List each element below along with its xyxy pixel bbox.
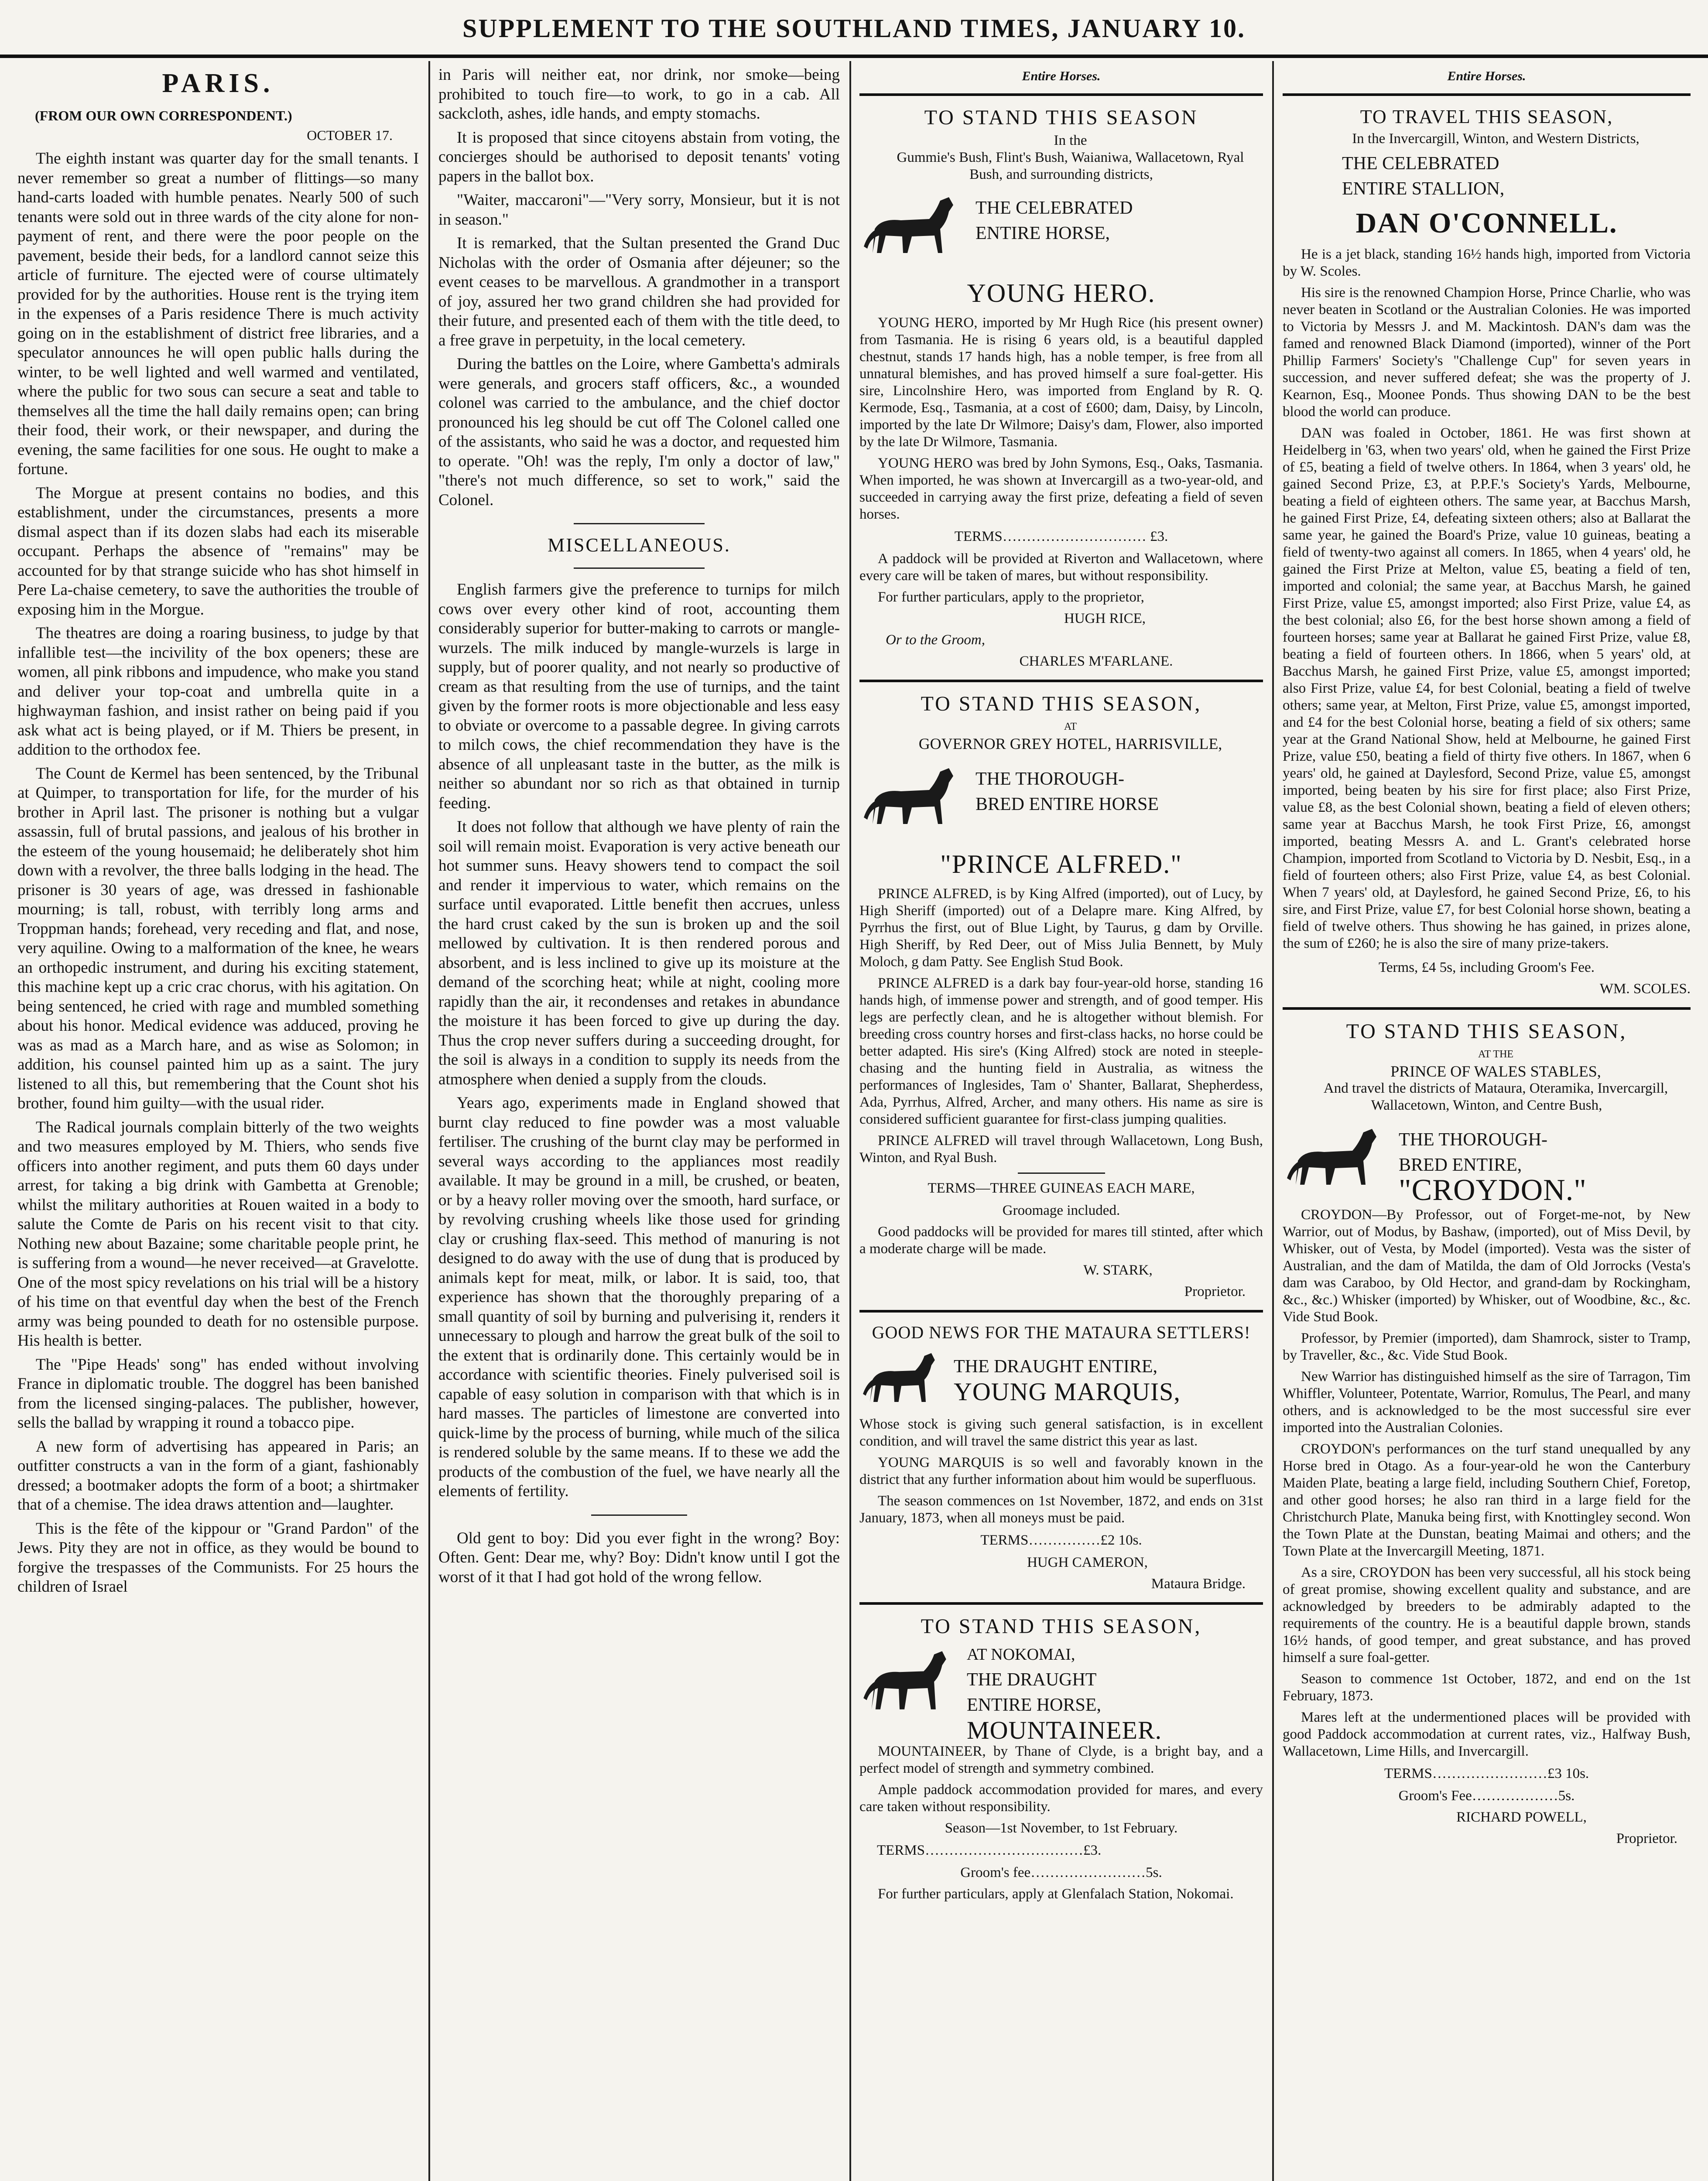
- byline: (FROM OUR OWN CORRESPONDENT.): [35, 108, 292, 123]
- divider: [574, 523, 705, 524]
- horse-illustration: [859, 1346, 947, 1416]
- column-advertisements: [859, 65, 1263, 2181]
- advert-terms: Terms, £4 5s, including Groom's Fee.: [1379, 960, 1595, 975]
- advert-prince-alfred: [859, 692, 1263, 1300]
- advert-croydon: [1283, 1019, 1691, 1847]
- advert-paragraph: DAN was foaled in October, 1861. He was first shown at Heidelberg in '63, when two years' old, when he gained the First Prize of £5, beating a field of twelve others. In 1864, when 3 years' old, he gained Second Prize, £3, at P.P.F.'s Society's Yards, Melbourne, beating a field of eighteen others. The same year, at Bacchus Marsh, he gained First Prize, £4, defeating sixteen others; also at Ballarat the same year, he gained the Board's Prize, value 10 guineas, beating a field of twenty-two against all comers. In 1865, when 4 years' old, he gained the First Prize at Melton, value £5, beating a field of ten, imported and colonial; the same year, at Bacchus Marsh, he gained First Prize, value £5, amongst imported; also First Prize, value £4, as the best colonial; also £6, for the best horse shown among a field of fourteen horses; same year at Ballarat he gained First Prize, value £8, beating a field of fourteen others. In 1866, when 5 years' old, at Bacchus Marsh, he gained First Prize, value £5, amongst imported; also First Prize, value £4, for best Colonial, beating a field of twelve others; same year, at Melton, First Prize, value £5, amongst imported, and £4 for the best Colonial horse, beating a field of six others; same year at the Grand National Show, held at Melbourne, he gained First Prize, value £50, beating a field of thirty five others. In 1867, when 6 years' old, he gained at Daylesford, Second Prize, value £5, amongst imported, being beaten by his sire for first place; also First Prize, value £8, as the best Colonial shown, beating a field of eleven others; same year at Bacchus Marsh, he took First Prize, £6, amongst imported, beating Messrs A. and L. Grant's celebrated horse Champion, imported from Scotland to Victoria by D. Nesbit, Esq., in a field of fourteen others; also First Prize, value £4, as best Colonial. When 7 years' old, at Daylesford, he gained Second Prize, £6, to his sire, and First Prize, value £7, for best Colonial horse shown, beating a field of twelve others. Thus showing he has gained, in prizes alone, the sum of £260; he is also the sire of many prize-takers.: [1283, 425, 1691, 951]
- horse-illustration: [859, 759, 969, 846]
- paragraph: It is proposed that since citoyens abstain from voting, the concierges should be authorised to deposit tenants' voting papers in the ballot box.: [438, 128, 840, 185]
- divider: [1283, 1007, 1691, 1010]
- advert-dan-oconnell: [1283, 106, 1691, 998]
- column-divider: [849, 61, 851, 2181]
- advert-line: And travel the districts of Mataura, Oteramika, Invercargill, Wallacetown, Winton, and Centre Bush,: [1323, 1080, 1668, 1113]
- paragraph: The theatres are doing a roaring business, to judge by that infallible test—the incivility of the box openers; these are women, all pink ribbons and impudence, who make you stand and deliver your top-coat and umbrella quite in a highwayman fashion, and insist rather on being paid if you ask what act is being played, or if M. Thiers be present, in addition to the orthodox fee.: [17, 624, 419, 759]
- paragraph: Old gent to boy: Did you ever fight in the wrong? Boy: Often. Gent: Dear me, why? Boy: Didn't know until I got the worst of it that I had got hold of the wrong fellow.: [438, 1529, 840, 1586]
- advert-paragraph: Mares left at the undermentioned places will be provided with good Paddock accommodation at current rates, viz., Halfway Bush, Wallacetown, Lime Hills, and Invercargill.: [1283, 1709, 1691, 1759]
- divider: [574, 567, 705, 569]
- paragraph: "Waiter, maccaroni"—"Very sorry, Monsieur, but it is not in season.": [438, 191, 840, 229]
- horse-illustration: [1283, 1119, 1392, 1207]
- advert-signature: W. STARK,: [1083, 1262, 1153, 1278]
- advert-caption: ENTIRE HORSE,: [967, 1695, 1101, 1715]
- advert-paragraph: Ample paddock accommodation provided for mares, and every care taken without responsibility.: [859, 1782, 1263, 1815]
- divider: [859, 93, 1263, 96]
- paragraph: in Paris will neither eat, nor drink, nor smoke—being prohibited to touch fire—to work, to go in a cab. All sackcloth, ashes, idle hands, and empty stomachs.: [438, 66, 840, 123]
- paragraph: It does not follow that although we have plenty of rain the soil will remain moist. Evaporation is very active beneath our hot summer suns. Heavy showers tend to compact the soil and render it impervious to water, which remains on the surface until evaporated. Little benefit then accrues, unless the hard crust caked by the sun is broken up and the soil mellowed by cultivation. It is then rendered porous and absorbent, and is less inclined to give up its moisture at the demand of the scorching heat; while at night, cooling more rapidly than the air, it recondenses and retakes in abundance the moisture it has been forced to give up during the day. Thus the crop never suffers during a succeeding drought, for the soil is always in a condition to supply its needs from the atmosphere when denied a supply from the clouds.: [438, 818, 840, 1088]
- advert-paragraph: PRINCE ALFRED, is by King Alfred (imported), out of Lucy, by High Sheriff (imported) out of a Delapre mare. King Alfred, by Pyrrhus the first, out of Blue Light, by Taurus, g dam by Orville. High Sheriff, by Red Deer, out of Miss Julia Bennett, by Muly Moloch, g dam Patty. See English Stud Book.: [859, 886, 1263, 970]
- advert-paragraph: For further particulars, apply at Glenfalach Station, Nokomai.: [878, 1886, 1234, 1902]
- advert-caption: THE CELEBRATED: [976, 198, 1133, 218]
- advert-line: Groom's Fee………………5s.: [1398, 1788, 1575, 1804]
- advert-signature: CHARLES M'FARLANE.: [1019, 653, 1173, 669]
- paragraph: It is remarked, that the Sultan presented the Grand Duc Nicholas with the order of Osmania after déjeuner; so the event ceases to be marvellous. A grandmother in a transport of joy, assured her two grand children she had provided for their future, and presented each of them with the title deed, to a free grave in perpetuity, in the local cemetery.: [438, 234, 840, 349]
- horse-name: MOUNTAINEER.: [967, 1716, 1162, 1744]
- paragraph: Years ago, experiments made in England showed that burnt clay reduced to fine powder was a most valuable fertiliser. The crushing of the burnt clay may be performed in several ways according to the appliances most readily available. It may be ground in a mill, be crushed, or beaten, or by a heavy roller moving over the smooth, hard surface, or by revolving crushing wheels like those used for grinding clay or crushing flax-seed. This method of manuring is not designed to do away with the use of dung that is produced by animals kept for meat, milk, or labor. It is said, too, that experience has shown that the thoroughly preparing of a small quantity of soil by burning and pulverising it, renders it unnecessary to plough and harrow the great bulk of the soil to the extent that is ordinarily done. This certainly would be in accordance with scientific theories. Finely pulverised soil is capable of easy solution in comparison with that which is in hard masses. The particles of limestone are converted into quick-lime by the process of burning, while much of the silica is rendered soluble by the same means. If to these we add the products of the combustion of the fuel, we have nearly all the elements of fertility.: [438, 1094, 840, 1500]
- paragraph: A new form of advertising has appeared in Paris; an outfitter constructs a van in the form of a giant, fashionably dressed; a bootmaker adopts the form of a boot; a shirtmaker that of a chemise. The idea draws attention and—laughter.: [17, 1437, 419, 1514]
- paragraph: This is the fête of the kippour or "Grand Pardon" of the Jews. Pity they are not in office, as they would be bound to forgive the trespasses of the Communists. For 25 hours the children of Israel: [17, 1519, 419, 1596]
- section-heading: Entire Horses.: [1022, 69, 1101, 83]
- advert-paragraph: PRINCE ALFRED is a dark bay four-year-old horse, standing 16 hands high, of immense power and strength, and of good temper. His legs are perfectly clean, and he is altogether without blemish. For breeding cross country horses and first-class hacks, no horse could be better adapted. His sire's (King Alfred) stock are noted in steeple-chasing and the hunting field in Australia, as witness the performances of Inglesides, Tam o' Shanter, Ballarat, Shepherdess, Ada, Pyrrhus, Alfred, Archer, and many others. His name as sire is considered sufficient guarantee for first-class jumping qualities.: [859, 975, 1263, 1127]
- advert-line: Groom's fee……………………5s.: [960, 1865, 1162, 1880]
- advert-terms: TERMS………………………… £3.: [954, 529, 1168, 544]
- column-miscellaneous: [438, 65, 840, 2181]
- advert-paragraph: New Warrior has distinguished himself as the sire of Tarragon, Tim Whiffler, Volunteer, Potentate, Warrior, Romulus, The Pearl, and many others, and is acknowledged to be the most successful sire ever imported into the Australian Colonies.: [1283, 1369, 1691, 1436]
- advert-line: GOVERNOR GREY HOTEL, HARRISVILLE,: [918, 735, 1222, 752]
- advert-paragraph: For further particulars, apply to the proprietor,: [878, 589, 1144, 605]
- advert-signature: RICHARD POWELL,: [1456, 1809, 1587, 1825]
- advert-terms: TERMS……………………£3 10s.: [1384, 1766, 1589, 1781]
- paragraph: The "Pipe Heads' song" has ended without involving France in diplomatic trouble. The doggrel has been banished from the licensed singing-palaces. The publisher, however, sells the ballad by wrapping it round a tobacco pipe.: [17, 1355, 419, 1432]
- divider: [859, 680, 1263, 682]
- advert-caption: ENTIRE STALLION,: [1342, 179, 1505, 199]
- advert-line: AT NOKOMAI,: [967, 1645, 1075, 1664]
- advert-line: PRINCE OF WALES STABLES,: [1390, 1063, 1601, 1080]
- advert-heading: TO STAND THIS SEASON: [924, 106, 1198, 129]
- column-paris: [17, 65, 419, 2181]
- advert-paragraph: Whose stock is giving such general satisfaction, is in excellent condition, and will travel the same district this year as last.: [859, 1416, 1263, 1449]
- horse-illustration: [859, 188, 969, 275]
- advert-terms: TERMS……………£2 10s.: [980, 1532, 1142, 1548]
- advert-paragraph: CROYDON's performances on the turf stand unequalled by any Horse bred in Otago. As a four-year-old he won the Canterbury Maiden Plate, beating a large field, including Southern Chief, Foretop, and other good horses; he also ran third in a large field for the Christchurch Plate, Manuka being first, with Knottingley second. Won the Town Plate at the Dunstan, beating Maimai and others; and the Town Plate at the Invercargill Meeting, 1871.: [1283, 1441, 1691, 1559]
- advert-caption: THE THOROUGH-: [976, 769, 1125, 789]
- advert-line: AT THE: [1478, 1049, 1514, 1060]
- advert-heading: TO STAND THIS SEASON,: [1346, 1020, 1627, 1043]
- horse-name: YOUNG HERO.: [967, 279, 1156, 308]
- advert-heading: TO STAND THIS SEASON,: [921, 1615, 1202, 1638]
- advert-caption: THE CELEBRATED: [1342, 154, 1499, 174]
- section-heading: Entire Horses.: [1447, 69, 1526, 83]
- advert-paragraph: MOUNTAINEER, by Thane of Clyde, is a bright bay, and a perfect model of strength and symmetry combined.: [859, 1743, 1263, 1776]
- advert-paragraph: As a sire, CROYDON has been very successful, all his stock being of great promise, showing excellent quality and substance, and are acknowledged by breeders to be admirably adapted to the requirements of the country. He is a beautiful dapple brown, stands 16½ hands, of good temper, and great substance, and has proved himself a sure foal-getter.: [1283, 1565, 1691, 1665]
- advert-young-marquis: [859, 1322, 1263, 1593]
- divider: [859, 1602, 1263, 1605]
- advert-heading: TO TRAVEL THIS SEASON,: [1360, 106, 1613, 127]
- paragraph: The Morgue at present contains no bodies, and this establishment, under the circumstances, presents a more dismal aspect than if its dozen slabs had each its miserable occupant. Perhaps the absence of "remains" may be accounted for by that strange suicide who has shot himself in Pere La-chaise cemetery, to save the authorities the trouble of exposing him in the Morgue.: [17, 484, 419, 619]
- drop-cap: [1283, 151, 1335, 203]
- advert-paragraph: A paddock will be provided at Riverton and Wallacetown, where every care will be taken of mares, but without responsibility.: [859, 551, 1263, 584]
- advert-caption: THE THOROUGH-: [1399, 1130, 1548, 1150]
- advert-young-hero: [859, 106, 1263, 670]
- horse-illustration: [859, 1642, 960, 1725]
- advert-paragraph: Professor, by Premier (imported), dam Shamrock, sister to Tramp, by Traveller, &c., &c. Vide Stud Book.: [1283, 1330, 1691, 1363]
- dateline: OCTOBER 17.: [307, 127, 393, 143]
- horse-name: "PRINCE ALFRED.": [940, 850, 1182, 879]
- advert-caption: THE DRAUGHT: [967, 1670, 1097, 1690]
- advert-paragraph: YOUNG HERO was bred by John Symons, Esq., Oaks, Tasmania. When imported, he was shown at Invercargill as a two-year-old, and succeeded in carrying away the first prize, defeating a field of seven horses.: [859, 455, 1263, 522]
- divider: [1283, 93, 1691, 96]
- horse-name: "CROYDON.": [1399, 1173, 1587, 1207]
- advert-terms: TERMS……………………………£3.: [877, 1843, 1102, 1858]
- section-title: MISCELLANEOUS.: [548, 534, 731, 556]
- advert-signature: HUGH CAMERON,: [1027, 1555, 1148, 1570]
- advert-paragraph: YOUNG MARQUIS is so well and favorably known in the district that any further information about him would be superfluous.: [859, 1455, 1263, 1487]
- advert-paragraph: Good paddocks will be provided for mares till stinted, after which a moderate charge will be made.: [859, 1224, 1263, 1257]
- divider: [1018, 1173, 1105, 1174]
- column-divider: [1272, 61, 1274, 2181]
- advert-caption: BRED ENTIRE HORSE: [976, 794, 1159, 814]
- advert-line: In the Invercargill, Winton, and Western Districts,: [1352, 131, 1640, 147]
- advert-line: Groomage included.: [1002, 1203, 1120, 1218]
- column-advertisements-2: [1283, 65, 1691, 2181]
- divider: [859, 1310, 1263, 1313]
- advert-line: Proprietor.: [1184, 1284, 1246, 1299]
- advert-signature: WM. SCOLES.: [1599, 981, 1691, 997]
- horse-name: YOUNG MARQUIS,: [954, 1378, 1181, 1406]
- masthead-rule: [0, 55, 1708, 58]
- advert-caption: ENTIRE HORSE,: [976, 223, 1110, 243]
- advert-signature: HUGH RICE,: [1064, 611, 1146, 626]
- paragraph: English farmers give the preference to turnips for milch cows over every other kind of root, accounting them considerably superior for butter-making to carrots or mangle-wurzels. The milk induced by mangle-wurzels is large in supply, but of poorer quality, and not nearly so productive of cream as that resulting from the use of turnips, and the taint given by the former roots is more objectionable and less easy to obviate or overcome to a passable degree. In giving carrots to milch cows, the chief recommendation they have is the absence of all unpleasant taste in the butter, as the milk is neither so abundant nor so rich as that obtained in turnip feeding.: [438, 581, 840, 812]
- advert-line: Mataura Bridge.: [1151, 1576, 1246, 1592]
- advert-line: Or to the Groom,: [886, 632, 985, 648]
- advert-line: In the: [1054, 133, 1087, 148]
- column-divider: [428, 61, 430, 2181]
- horse-name: DAN O'CONNELL.: [1355, 207, 1618, 239]
- advert-paragraph: Season to commence 1st October, 1872, and end on the 1st February, 1873.: [1283, 1671, 1691, 1704]
- advert-line: Proprietor.: [1616, 1831, 1677, 1846]
- advert-paragraph: His sire is the renowned Champion Horse, Prince Charlie, who was never beaten in Scotland or the Australian Colonies. He was imported to Victoria by Messrs J. and M. Mackintosh. DAN's dam was the famed and renowned Black Diamond (imported), winner of the Port Phillip Farmers' Society's "Challenge Cup" for seven years in succession, and never suffered defeat; she was the property of J. Kearnon, Esq., Moonee Ponds. Thus showing DAN to be the best blood the world can produce.: [1283, 285, 1691, 420]
- advert-line: AT: [1064, 721, 1077, 732]
- advert-line: Season—1st November, to 1st February.: [945, 1820, 1178, 1836]
- advert-caption: THE DRAUGHT ENTIRE,: [954, 1357, 1158, 1377]
- paragraph: The Radical journals complain bitterly of the two weights and two measures employed by M. Thiers, who sends five officers into another regiment, and puts them 60 days under arrest, for taking a big drink with Gambetta at Grenoble; whilst the military authorities at Rouen waited in a body to salute the Comte de Paris on his recent visit to that city. Nothing new about Bazaine; some charitable people print, he is suffering from a wound—he never received—at Gravelotte. One of the most spicy revelations on his trial will be a history of his time on that eventful day when the best of the French army was being pounded to death for no ostensible purpose. His health is better.: [17, 1118, 419, 1350]
- paragraph: The Count de Kermel has been sentenced, by the Tribunal at Quimper, to transportation for life, for the murder of his brother in April last. The prisoner is nothing but a vulgar assassin, full of brutal passions, and jealous of his brother in the esteem of the young housemaid; he deliberately shot him down with a revolver, the three balls lodging in the head. The prisoner is 30 years of age, was dressed in fashionable mourning; is tall, robust, with terribly long arms and Troppman hands; forehead, very receding and flat, and nose, very aquiline. Owing to a malformation of the knee, he wears an orthopedic instrument, and during his exciting statement, this machine kept up a cric crac chorus, with his agitation. On being sentenced, he cried with rage and mumbled something about his honor. Medical evidence was adduced, proving he was as mad as a March hare, and as wise as Solomon; in addition, his counsel painted him up as a saint. The jury listened to all this, but remembering that the Count shot his brother, found him guilty—with the usual rider.: [17, 764, 419, 1112]
- divider: [591, 1514, 687, 1516]
- advert-heading: TO STAND THIS SEASON,: [921, 692, 1202, 715]
- advert-terms: TERMS—THREE GUINEAS EACH MARE,: [928, 1180, 1195, 1196]
- paragraph: The eighth instant was quarter day for the small tenants. I never remember so great a number of flittings—so many hand-carts loaded with humble penates. Nearly 500 of such tenants were sold out in three wards of the city alone for non-payment of rent, and there were the poor people on the pavement, beside their beds, for a landlord cannot seize this article of furniture. The ejected were of course ultimately provided for by the authorities. House rent is the trying item in the expenses of a Paris residence There is much activity going on in the establishment of district free libraries, and a speculator announces he will open public halls during the winter, to be well lighted and well warmed and ventilated, where the public for two sous can secure a seat and table to themselves all the time the hall daily remains open; can bring their food, their work, or their newspaper, and during the evening, the same facilities for one sous. He ought to make a fortune.: [17, 150, 419, 478]
- advert-paragraph: CROYDON—By Professor, out of Forget-me-not, by New Warrior, out of Modus, by Bashaw, (imported), out of Miss Devil, by Whisker, out of Vesta, by Model (imported). Vesta was the sister of Australian, and the dam of Matilda, the dam of Old Jorrocks (Vesta's dam was Caraboo, by Old Hector, and grand-dam by Rockingham, &c., &c.) Whisker (imported) by Whisker, out of Woodbine, &c., &c. Vide Stud Book.: [1283, 1207, 1691, 1325]
- advert-caption: BRED ENTIRE,: [1399, 1155, 1522, 1175]
- advert-paragraph: The season commences on 1st November, 1872, and ends on 31st January, 1873, when all moneys must be paid.: [859, 1493, 1263, 1526]
- advert-heading: GOOD NEWS FOR THE MATAURA SETTLERS!: [872, 1323, 1251, 1342]
- paragraph: During the battles on the Loire, where Gambetta's admirals were generals, and grocers staff officers, &c., a wounded colonel was carried to the ambulance, and the chief doctor pronounced his leg should be cut off The Colonel called one of the assistants, who said he was a doctor, and requested him to operate. "Oh! was the reply, I'm only a doctor of law," "there's not much difference, so set to work," said the Colonel.: [438, 355, 840, 509]
- advert-paragraph: YOUNG HERO, imported by Mr Hugh Rice (his present owner) from Tasmania. He is rising 6 years old, is a beautiful dappled chestnut, stands 17 hands high, has a noble temper, is free from all unnatural blemishes, and has proved himself a sure foal-getter. His sire, Lincolnshire Hero, was imported from England by R. Q. Kermode, Esq., Tasmania, at a cost of £600; dam, Daisy, by Lincoln, imported by the late Dr Wilmore; Daisy's dam, Flower, also imported by the late Dr Wilmore, Tasmania.: [859, 315, 1263, 450]
- masthead: SUPPLEMENT TO THE SOUTHLAND TIMES, JANUARY 10.: [462, 14, 1246, 43]
- advert-paragraph: PRINCE ALFRED will travel through Wallacetown, Long Bush, Winton, and Ryal Bush.: [859, 1133, 1263, 1166]
- advert-mountaineer: [859, 1614, 1263, 1903]
- article-title: PARIS.: [162, 68, 274, 98]
- advert-paragraph: He is a jet black, standing 16½ hands high, imported from Victoria by W. Scoles.: [1283, 246, 1691, 279]
- advert-line: Gummie's Bush, Flint's Bush, Waianiwa, Wallacetown, Ryal Bush, and surrounding districts,: [897, 150, 1244, 182]
